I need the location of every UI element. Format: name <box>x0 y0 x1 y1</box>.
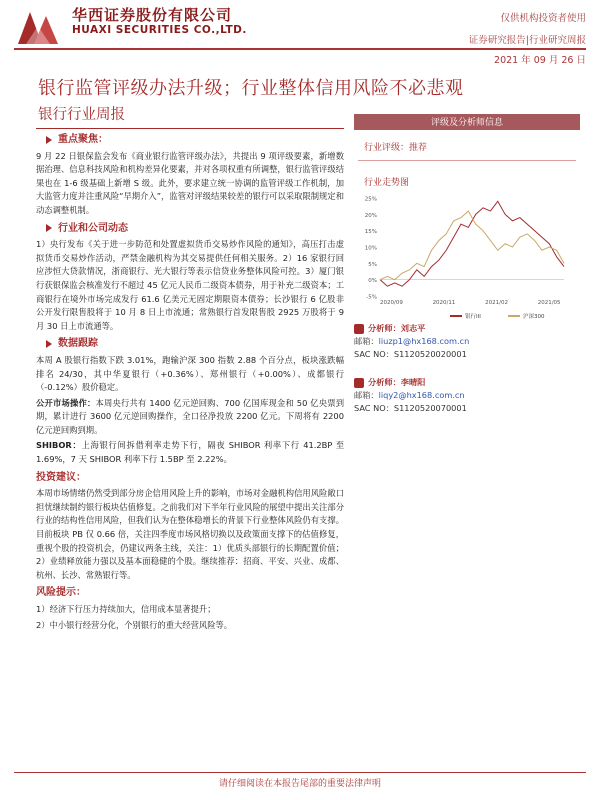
company-name-cn: 华西证券股份有限公司 <box>72 6 233 24</box>
main-divider <box>36 128 344 129</box>
triangle-bullet-icon <box>46 224 52 232</box>
section-risk-title: 风险提示： <box>36 587 86 599</box>
x-tick-label: 2020/09 <box>380 300 403 306</box>
sidebar <box>354 114 580 320</box>
analyst-email: 邮箱：liuzp1@hx168.com.cn <box>354 336 470 346</box>
analyst-email: 邮箱：liqy2@hx168.com.cn <box>354 390 465 400</box>
section-industry-title: 行业和公司动态 <box>36 222 344 236</box>
industry-trend-chart <box>354 188 580 328</box>
legal-notice: 请仔细阅读在本报告尾部的重要法律声明 <box>218 779 381 789</box>
report-subtitle: 银行行业周报 <box>38 107 125 123</box>
industry-paragraph: 1）央行发布《关于进一步防范和处置虚拟货币交易炒作风险的通知》，高压打击虚拟货币交易炒作活动，严禁金融机构为其交易提供任何相关服务。2）16 家银行回应涉恒大贷款情况，浙商银行、光大银行等表示信贷业务整体风险可控。3）厦门银行获银保监会核准发行不超过 45 亿元人民币二级资本债券，用于补充二级资本；工商银行在境外市场完成发行 61.6 亿美元无固定期限资本债券；长沙银行 6 亿股非公开发行限售股将于 10 月 8 日上市流通；常熟银行首发限售股 2925 万股将于 9 月 30 日上市流通等。 <box>36 239 344 331</box>
risk-item-1: 1）经济下行压力持续加大，信用成本显著提升； <box>36 604 216 614</box>
y-tick-label: 0% <box>368 278 377 285</box>
focus-paragraph: 9 月 22 日银保监会发布《商业银行监管评级办法》，共提出 9 项评级要素，新增数据治理、信息科技风险和机构差异化要素，并对各项权重有所调整，银行监管评级结果也在 1-6 级基础上新增 S 级。此外，要求建立统一协调的监管评级工作机制，加大监管力度并注重风险“早期介入”，监管对评级结果较差的银行可以采取限制规定和动态调整机制。 <box>36 150 344 215</box>
chart-title: 行业走势图 <box>364 178 410 188</box>
risk-item-2: 2）中小银行经营分化，个别银行的重大经营风险等。 <box>36 619 233 630</box>
company-name-en: HUAXI SECURITIES CO.,LTD. <box>72 24 247 36</box>
analyst-sac: SAC NO：S1120520020001 <box>354 349 467 359</box>
legend-label: 沪深300 <box>523 314 545 320</box>
legend-label: 银行III <box>465 314 481 320</box>
x-tick-label: 2020/11 <box>432 300 456 306</box>
analyst-name: 分析师： 刘志平 <box>354 322 580 335</box>
triangle-bullet-icon <box>46 136 52 144</box>
report-category: 证券研究报告|行业研究周报 <box>468 35 586 46</box>
industry-rating: 行业评级：推荐 <box>364 143 428 153</box>
footer-divider <box>14 772 586 773</box>
y-tick-label: 20% <box>364 212 377 219</box>
main-content <box>36 128 344 634</box>
page-header <box>0 0 600 52</box>
data-paragraph: 本周 A 股银行指数下跌 3.01%，跑输沪深 300 指数 2.88 个百分点，板块涨跌幅排名 24/30，其中华夏银行（+0.36%）、郑州银行（+0.00%）、成都银行（-0.12%）股价稳定。 <box>36 354 344 393</box>
analyst-block-1 <box>354 322 580 361</box>
y-tick-label: 5% <box>368 261 377 268</box>
x-tick-label: 2021/05 <box>537 300 561 306</box>
open-market-paragraph: 公开市场操作：本周央行共有 1400 亿元逆回购、700 亿国库现金和 50 亿央票到期，累计进行 3600 亿元逆回购操作，全口径净投放 2200 亿元。下周将有 2200 亿元逆回购到期。 <box>36 397 344 435</box>
report-title: 银行监管评级办法升级；行业整体信用风险不必悲观 <box>38 78 464 99</box>
section-advice-title: 投资建议： <box>36 471 86 483</box>
x-tick-label: 2021/02 <box>485 300 509 306</box>
analyst-name: 分析师： 李晴阳 <box>354 376 580 389</box>
triangle-bullet-icon <box>46 340 52 348</box>
section-focus-title: 重点聚焦： <box>36 133 344 147</box>
shibor-paragraph: SHIBOR：上海银行间拆借利率走势下行，隔夜 SHIBOR 利率下行 41.2BP 至 1.69%，7 天 SHIBOR 利率下行 1.5BP 至 2.22%。 <box>36 440 344 465</box>
audience-note: 仅供机构投资者使用 <box>500 13 586 24</box>
section-data-title: 数据跟踪 <box>36 337 344 351</box>
y-tick-label: 25% <box>364 196 377 203</box>
header-divider <box>14 48 586 50</box>
advice-paragraph: 本周市场情绪仍然受到部分房企信用风险上升的影响，市场对金融机构信用风险敞口担忧继续制约银行板块估值修复。之前我们对下半年行业风险的展望中提出关注部分行业的结构性信用风险，但我们认为在整体稳增长的背景下行业整体风险仍有支撑。目前板块 PB 仅 0.66 倍，关注四季度市场风格切换以及政策面支撑下的估值修复，重视个股的投资机会，仍建议两条主线，关注：1）优质头部银行的长期配置价值；2）业绩释放能力强以及基本面稳健的个股。继续推荐：招商、平安、兴业、成都、杭州、长沙、常熟银行等。 <box>36 488 344 580</box>
analyst-marker-icon <box>354 324 364 334</box>
sidebar-header: 评级及分析师信息 <box>354 114 580 130</box>
analyst-block-2 <box>354 376 580 415</box>
huaxi-logo-icon <box>16 6 66 46</box>
analyst-sac: SAC NO：S1120520070001 <box>354 403 467 413</box>
y-tick-label: 15% <box>364 229 377 236</box>
report-date: 2021 年 09 月 26 日 <box>494 55 586 66</box>
y-tick-label: -5% <box>366 294 377 301</box>
analyst-marker-icon <box>354 378 364 388</box>
y-tick-label: 10% <box>364 245 377 252</box>
